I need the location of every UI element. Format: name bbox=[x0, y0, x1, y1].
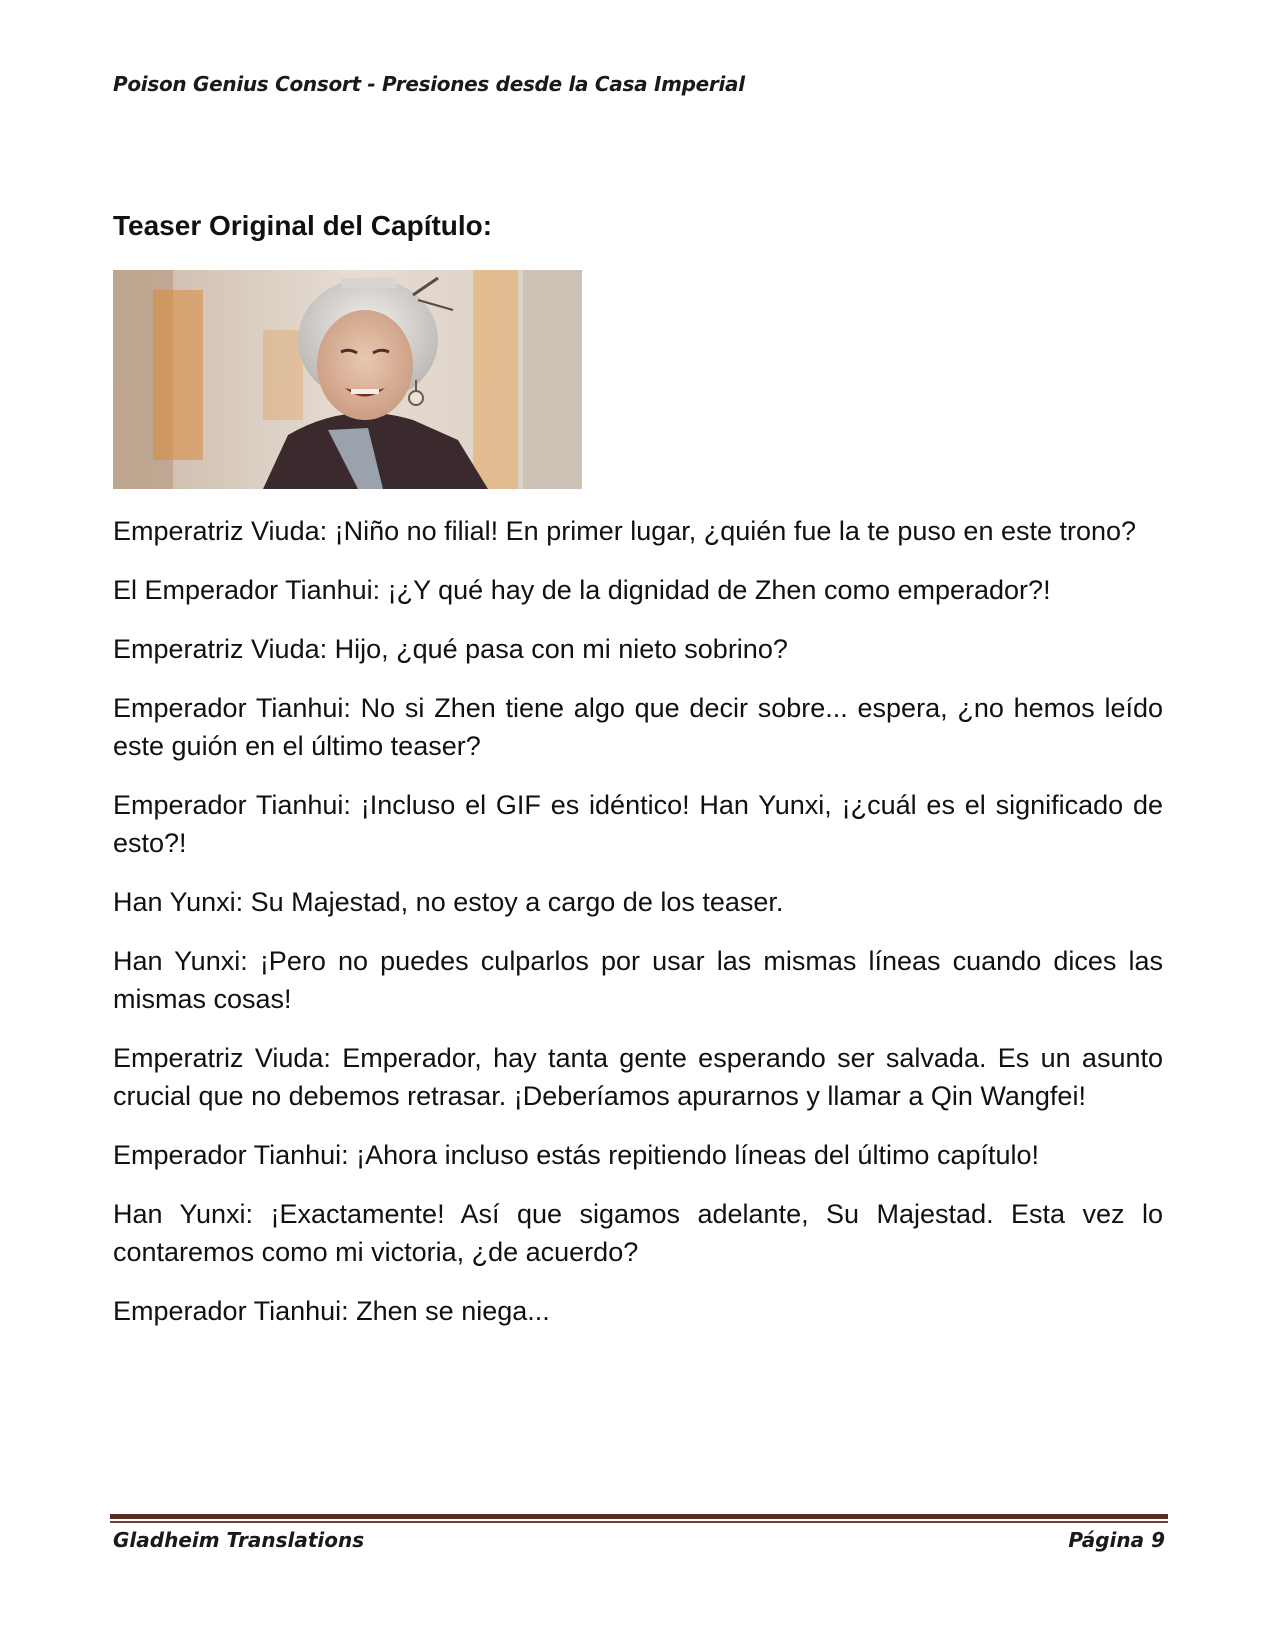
dialogue-line: Emperador Tianhui: ¡Incluso el GIF es idéntico! Han Yunxi, ¡¿cuál es el significado de esto?! bbox=[113, 790, 1163, 858]
running-header: Poison Genius Consort - Presiones desde la Casa Imperial bbox=[113, 72, 745, 96]
section-heading: Teaser Original del Capítulo: bbox=[113, 210, 493, 241]
dialogue-line: Emperatriz Viuda: Hijo, ¿qué pasa con mi nieto sobrino? bbox=[113, 634, 788, 664]
empress-dowager-illustration bbox=[113, 270, 582, 489]
dialogue-line: El Emperador Tianhui: ¡¿Y qué hay de la dignidad de Zhen como emperador?! bbox=[113, 575, 1051, 605]
dialogue-line: Han Yunxi: ¡Pero no puedes culparlos por usar las mismas líneas cuando dices las mismas cosas! bbox=[113, 946, 1163, 1014]
footer-divider-thin bbox=[110, 1521, 1168, 1523]
dialogue-line: Han Yunxi: ¡Exactamente! Así que sigamos adelante, Su Majestad. Esta vez lo contaremos como mi victoria, ¿de acuerdo? bbox=[113, 1199, 1163, 1267]
dialogue-line: Emperador Tianhui: ¡Ahora incluso estás repitiendo líneas del último capítulo! bbox=[113, 1140, 1040, 1170]
dialogue-line: Emperador Tianhui: No si Zhen tiene algo que decir sobre... espera, ¿no hemos leído este guión en el último teaser? bbox=[113, 693, 1163, 761]
footer-page-number: Página 9 bbox=[1068, 1528, 1165, 1552]
footer-divider bbox=[110, 1514, 1168, 1523]
footer-publisher: Gladheim Translations bbox=[113, 1528, 365, 1552]
dialogue-section bbox=[113, 512, 1163, 1351]
footer-divider-thick bbox=[110, 1514, 1168, 1519]
dialogue-line: Emperatriz Viuda: ¡Niño no filial! En primer lugar, ¿quién fue la te puso en este trono? bbox=[113, 516, 1137, 546]
dialogue-line: Emperador Tianhui: Zhen se niega... bbox=[113, 1296, 550, 1326]
teaser-gif-image bbox=[113, 270, 582, 489]
dialogue-line: Emperatriz Viuda: Emperador, hay tanta gente esperando ser salvada. Es un asunto crucial que no debemos retrasar. ¡Deberíamos apurarnos y llamar a Qin Wangfei! bbox=[113, 1043, 1163, 1111]
dialogue-line: Han Yunxi: Su Majestad, no estoy a cargo de los teaser. bbox=[113, 887, 784, 917]
